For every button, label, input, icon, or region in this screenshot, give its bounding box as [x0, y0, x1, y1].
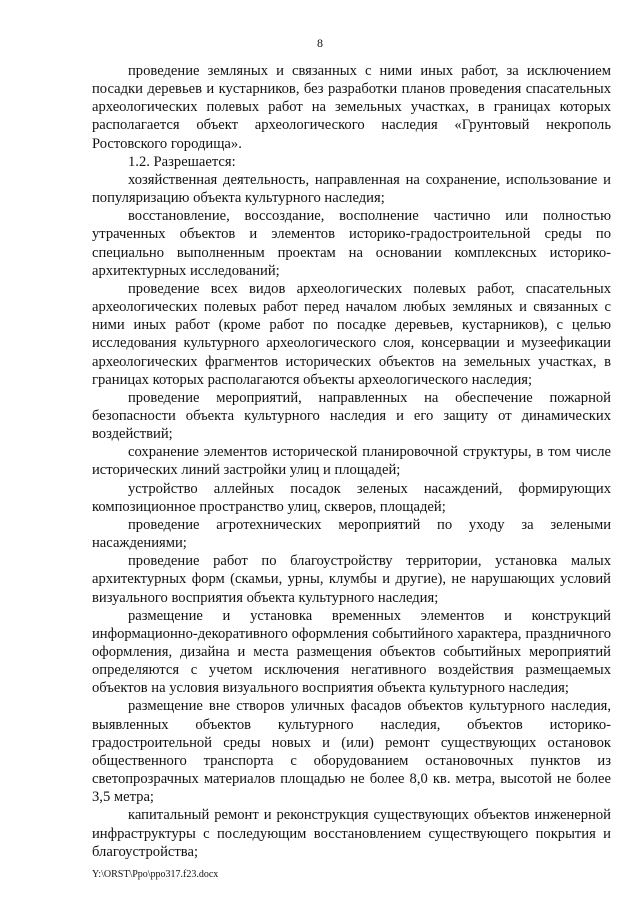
document-body: [92, 62, 611, 861]
page-number: 8: [317, 36, 323, 50]
paragraph: размещение и установка временных элементов и конструкций информационно-декоративного оформления событийного характера, праздничного оформления, дизайна и места размещения объектов событийных мероприятий определяются с учетом исключения негативного воздействия размещаемых объектов на условия визуального восприятия объекта культурного наследия;: [92, 607, 611, 697]
paragraph: сохранение элементов исторической планировочной структуры, в том числе исторических линий застройки улиц и площадей;: [92, 444, 611, 479]
section-heading: 1.2. Разрешается:: [128, 153, 236, 170]
paragraph: размещение вне створов уличных фасадов объектов культурного наследия, выявленных объектов культурного наследия, объектов историко-градостроительной среды новых и (или) ремонт существующих остановок общественного транспорта с оборудованием остановочных пунктов из светопрозрачных материалов площадью не более 8,0 кв. метра, высотой не более 3,5 метра;: [92, 698, 611, 806]
paragraph: хозяйственная деятельность, направленная на сохранение, использование и популяризацию объекта культурного наследия;: [92, 171, 611, 207]
file-path-footer: Y:\ORST\Ppo\ppo317.f23.docx: [92, 869, 219, 880]
paragraph: восстановление, воссоздание, восполнение частично или полностью утраченных объектов и элементов историко-градостроительной среды по специально выполненным проектам на основании комплексных историко-архитектурных исследований;: [92, 208, 611, 279]
paragraph: проведение мероприятий, направленных на обеспечение пожарной безопасности объекта культурного наследия и его защиту от динамических воздействий;: [92, 389, 611, 443]
paragraph: проведение агротехнических мероприятий по уходу за зелеными насаждениями;: [92, 516, 611, 552]
paragraph: проведение всех видов археологических полевых работ, спасательных археологических полевых работ перед началом любых земляных и связанных с ними иных работ (кроме работ по посадке деревьев, кустарников), с целью исследования культурного археологического слоя, консервации и музеефикации археологических фрагментов исторических объектов на земельных участках, в границах которых располагаются объекты археологического наследия;: [92, 280, 611, 388]
paragraph: проведение земляных и связанных с ними иных работ, за исключением посадки деревьев и кустарников, без разработки планов проведения спасательных археологических полевых работ на земельных участках, в границах которых располагается объект археологического наследия «Грунтовый некрополь Ростовского городища».: [92, 63, 611, 152]
paragraph: устройство аллейных посадок зеленых насаждений, формирующих композиционное пространство улиц, скверов, площадей;: [92, 480, 611, 515]
paragraph: проведение работ по благоустройству территории, установка малых архитектурных форм (скамьи, урны, клумбы и другие), не нарушающих условий визуального восприятия объекта культурного наследия;: [92, 553, 611, 606]
paragraph: капитальный ремонт и реконструкция существующих объектов инженерной инфраструктуры с последующим восстановлением существующего покрытия и благоустройства;: [92, 807, 611, 860]
